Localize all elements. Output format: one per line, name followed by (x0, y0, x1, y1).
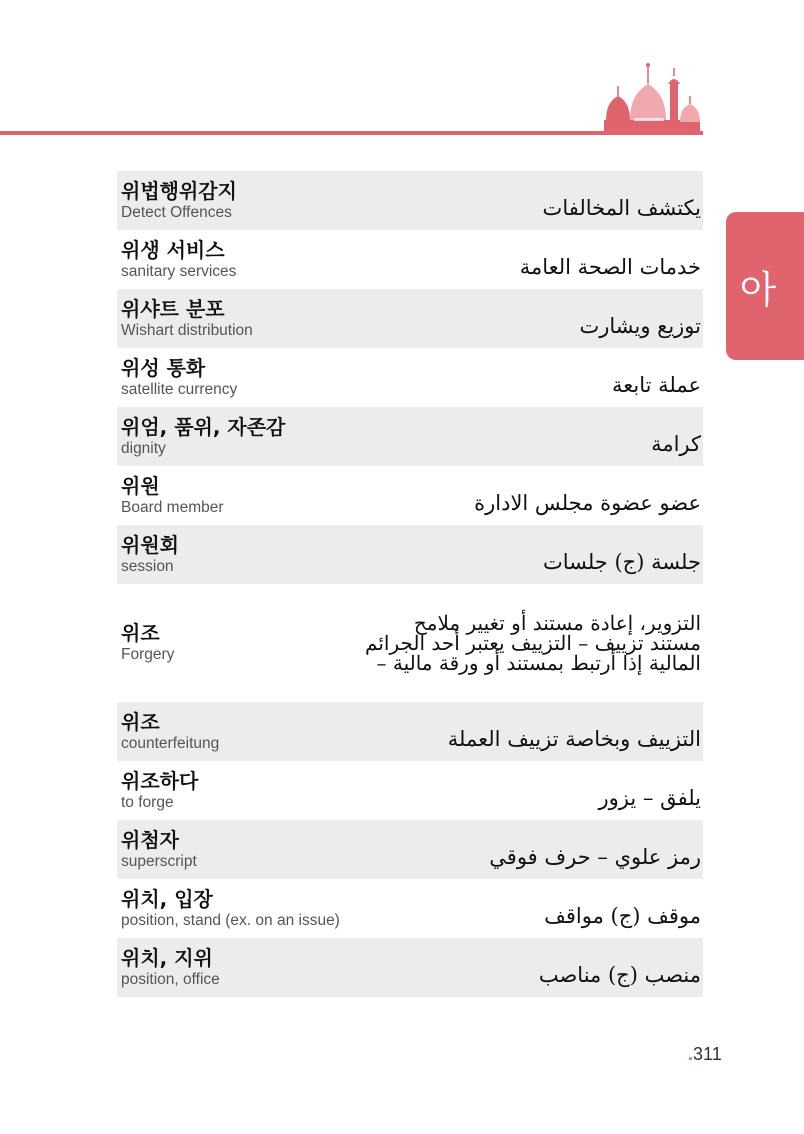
english-term: Forgery (121, 646, 175, 663)
entry-row (117, 820, 703, 879)
arabic-term: رمز علوي – حرف فوقي (489, 844, 701, 869)
arabic-term: خدمات الصحة العامة (519, 254, 701, 279)
english-term: satellite currency (121, 380, 238, 398)
entry-row (117, 879, 703, 938)
arabic-term: عملة تابعة (611, 372, 701, 397)
korean-term: 위조하다 (121, 768, 199, 793)
korean-term: 위샤트 분포 (121, 296, 225, 321)
english-term: position, office (121, 970, 220, 988)
english-term: superscript (121, 852, 197, 870)
arabic-term: يكتشف المخالفات (542, 195, 701, 220)
entry-row (117, 348, 703, 407)
entry-row (117, 761, 703, 820)
korean-term: 위생 서비스 (121, 237, 225, 262)
page-number-dot: . (688, 1044, 694, 1064)
arabic-term: جلسة (ج) جلسات (542, 549, 701, 574)
english-term: Detect Offences (121, 203, 232, 221)
page-number-value: 311 (693, 1044, 722, 1064)
arabic-term: كرامة (651, 431, 701, 456)
korean-term: 위엄, 품위, 자존감 (121, 414, 286, 439)
entry-row (117, 230, 703, 289)
korean-term: 위조 (121, 709, 160, 734)
section-index-label: 아 (739, 267, 777, 312)
entry-row (117, 289, 703, 348)
english-term: Wishart distribution (121, 321, 253, 339)
arabic-term: عضو عضوة مجلس الادارة (474, 490, 701, 515)
entry-row (117, 171, 703, 230)
entry-row (117, 702, 703, 761)
english-term: counterfeitung (121, 734, 220, 752)
page-number (688, 1044, 722, 1065)
entry-row (117, 938, 703, 997)
arabic-term: يلفق – يزور (598, 785, 701, 810)
english-term: session (121, 557, 174, 575)
english-term: Board member (121, 498, 224, 516)
entry-row (117, 525, 703, 584)
korean-term: 위치, 입장 (121, 886, 213, 911)
english-term: position, stand (ex. on an issue) (121, 911, 340, 929)
korean-term: 위원회 (121, 532, 179, 557)
korean-term: 위첨자 (121, 827, 179, 852)
korean-term: 위조 (121, 621, 160, 645)
entry-row (117, 407, 703, 466)
english-term: dignity (121, 439, 166, 457)
entry-row (117, 466, 703, 525)
arabic-term: منصب (ج) مناصب (538, 962, 701, 987)
entry-row (117, 584, 703, 702)
korean-term: 위치, 지위 (121, 945, 213, 970)
english-term: to forge (121, 793, 174, 811)
korean-term: 위법행위감지 (121, 178, 237, 203)
english-term: sanitary services (121, 262, 237, 280)
korean-term: 위원 (121, 473, 160, 498)
mosque-illustration (600, 58, 704, 134)
section-index-tab[interactable] (726, 212, 804, 360)
arabic-term: موقف (ج) مواقف (544, 903, 701, 928)
arabic-term: توزيع ويشارت (579, 313, 701, 338)
arabic-term: التزييف وبخاصة تزييف العملة (447, 726, 701, 751)
korean-term: 위성 통화 (121, 355, 206, 380)
glossary-entries (117, 171, 703, 997)
arabic-term: التزوير، إعادة مستند أو تغيير ملامح مستند تزييف – التزييف يعتبر أحد الجرائم المالية إذا أرتبط بمستند أو ورقة مالية – (365, 611, 701, 675)
header-rule (0, 131, 703, 135)
